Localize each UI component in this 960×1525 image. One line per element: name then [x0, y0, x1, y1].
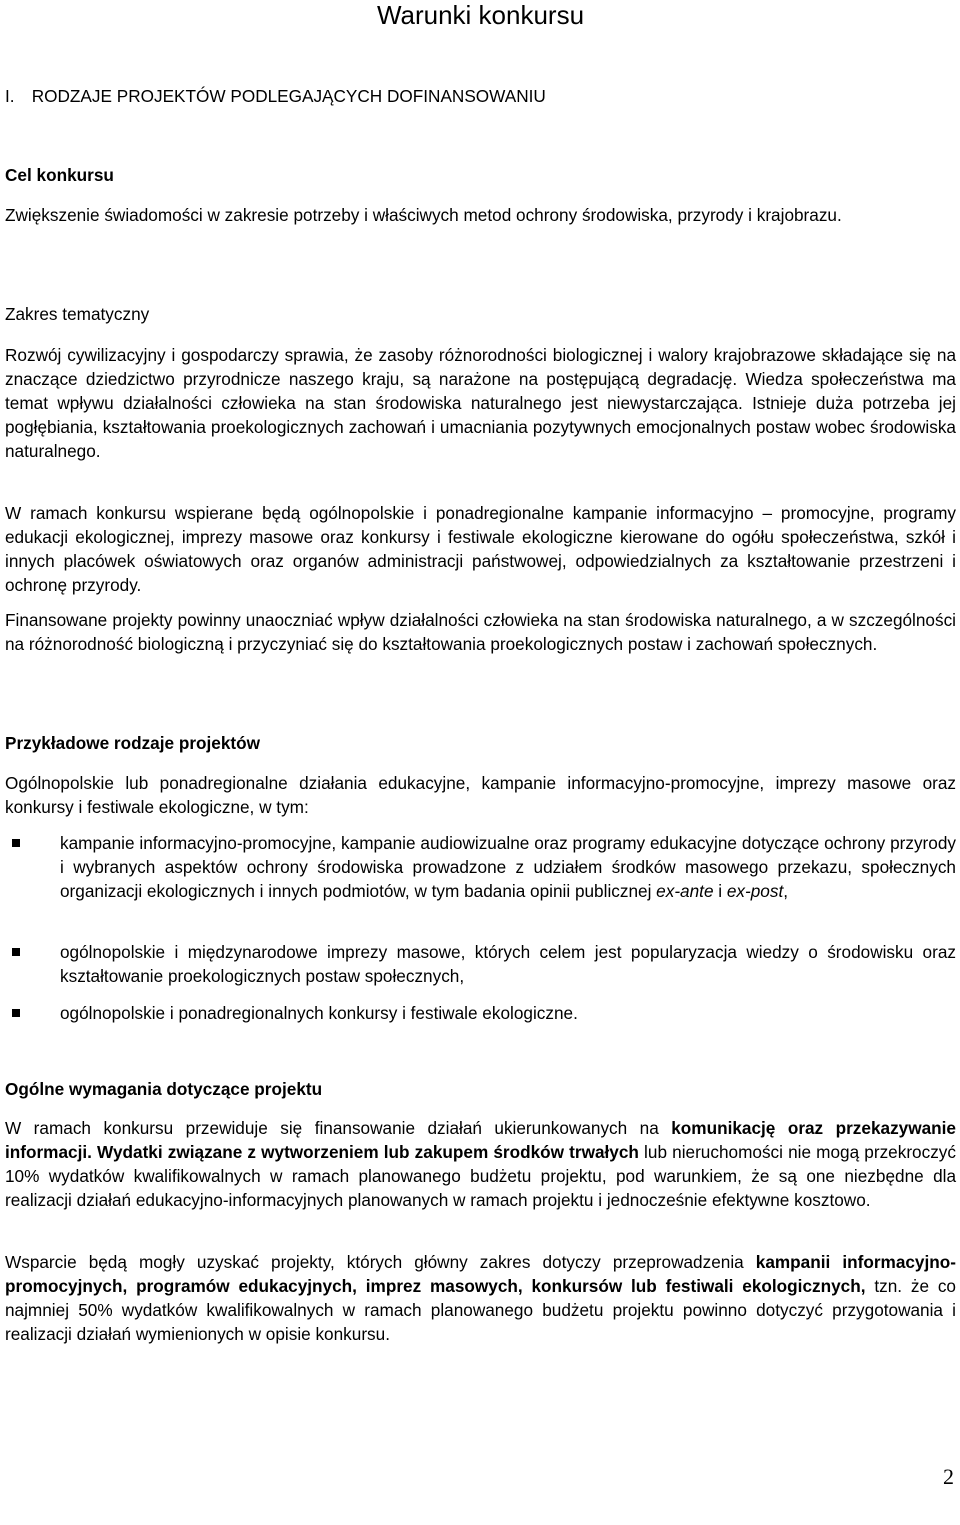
projects-list [5, 1001, 956, 1025]
list-item [5, 831, 956, 903]
paragraph-text: tzn. że co najmniej 50% wydatków kwalifikowalnych w ramach planowanego budżetu projektu powinno dotyczyć przygotowania i realizacji działań wymienionych w opisie konkursu. [5, 1276, 956, 1344]
przyklady-heading: Przykładowe rodzaje projektów [5, 733, 261, 753]
list-item-text: , [783, 881, 789, 901]
cel-heading: Cel konkursu [5, 165, 114, 185]
list-item [5, 1001, 956, 1025]
paragraph-text: lub nieruchomości nie mogą przekroczyć 10% wydatków kwalifikowalnych w ramach planowanego budżetu projektu, pod warunkiem, że są one niezbędne dla realizacji działań edukacyjno-informacyjnych planowanych w ramach projektu i jednocześnie efektywne kosztowo. [5, 1142, 956, 1210]
paragraph-bold: komunikację oraz przekazywanie informacji. Wydatki związane z wytworzeniem lub zakupem środków trwałych [5, 1118, 956, 1162]
paragraph-bold: kampanii informacyjno-promocyjnych, programów edukacyjnych, imprez masowych, konkursów lub festiwali ekologicznych, [5, 1252, 956, 1296]
paragraph-text: W ramach konkursu przewiduje się finansowanie działań ukierunkowanych na [5, 1118, 672, 1138]
wymagania-paragraph-1 [5, 1116, 956, 1212]
list-item-text: kampanie informacyjno-promocyjne, kampanie audiowizualne oraz programy edukacyjne dotyczące ochrony przyrody i wybranych aspektów ochrony środowiska prowadzone z udziałem środków masowego przekazu, społecznych organizacji ekologicznych i innych podmiotów, w tym badania opinii publicznej [60, 833, 956, 901]
list-item-text: i [713, 881, 727, 901]
wymagania-heading: Ogólne wymagania dotyczące projektu [5, 1079, 323, 1099]
wymagania-paragraph-2 [5, 1250, 956, 1346]
list-item [5, 940, 956, 988]
list-item-italic: ex-post [726, 881, 784, 901]
projects-list [5, 831, 956, 903]
paragraph-text: Wsparcie będą mogły uzyskać projekty, których główny zakres dotyczy przeprowadzenia [5, 1252, 756, 1272]
list-item-text: ogólnopolskie i ponadregionalnych konkursy i festiwale ekologiczne. [60, 1003, 578, 1023]
zakres-paragraph-3: Finansowane projekty powinny unaoczniać wpływ działalności człowieka na stan środowiska naturalnego, a w szczególności na różnorodność biologiczną i przyczyniać się do kształtowania proekologicznych postaw i zachowań społecznych. [5, 610, 956, 654]
list-item-text: ogólnopolskie i międzynarodowe imprezy masowe, których celem jest popularyzacja wiedzy o środowisku oraz kształtowanie proekologicznych postaw społecznych, [60, 942, 956, 986]
square-bullet-icon [12, 948, 20, 956]
square-bullet-icon [12, 839, 20, 847]
zakres-paragraph-1: Rozwój cywilizacyjny i gospodarczy sprawia, że zasoby różnorodności biologicznej i walory krajobrazowe składające się na znaczące dziedzictwo przyrodnicze naszego kraju, są narażone na postępującą degradację. Wiedza społeczeństwa ma temat wpływu działalności człowieka na stan środowiska naturalnego jest niewystarczająca. Istnieje duża potrzeba jej pogłębiania, kształtowania proekologicznych zachowań i umacniania pozytywnych emocjonalnych postaw wobec środowiska naturalnego. [5, 345, 956, 461]
section-heading: I. RODZAJE PROJEKTÓW PODLEGAJĄCYCH DOFINANSOWANIU [5, 86, 546, 106]
page-number: 2 [943, 1464, 954, 1489]
zakres-heading: Zakres tematyczny [5, 304, 150, 324]
zakres-paragraph-2: W ramach konkursu wspierane będą ogólnopolskie i ponadregionalne kampanie informacyjno – promocyjne, programy edukacji ekologicznej, imprezy masowe oraz konkursy i festiwale ekologiczne kierowane do ogółu społeczeństwa, szkół i innych placówek oświatowych oraz organów administracji państwowej, odpowiedzialnych za kształtowanie przestrzeni i ochronę przyrody. [5, 503, 956, 595]
przyklady-intro: Ogólnopolskie lub ponadregionalne działania edukacyjne, kampanie informacyjno-promocyjne, imprezy masowe oraz konkursy i festiwale ekologiczne, w tym: [5, 773, 956, 817]
square-bullet-icon [12, 1009, 20, 1017]
cel-text: Zwiększenie świadomości w zakresie potrzeby i właściwych metod ochrony środowiska, przyrody i krajobrazu. [5, 205, 842, 225]
projects-list [5, 940, 956, 988]
list-item-italic: ex-ante [656, 881, 714, 901]
document-title: Warunki konkursu [376, 0, 585, 30]
